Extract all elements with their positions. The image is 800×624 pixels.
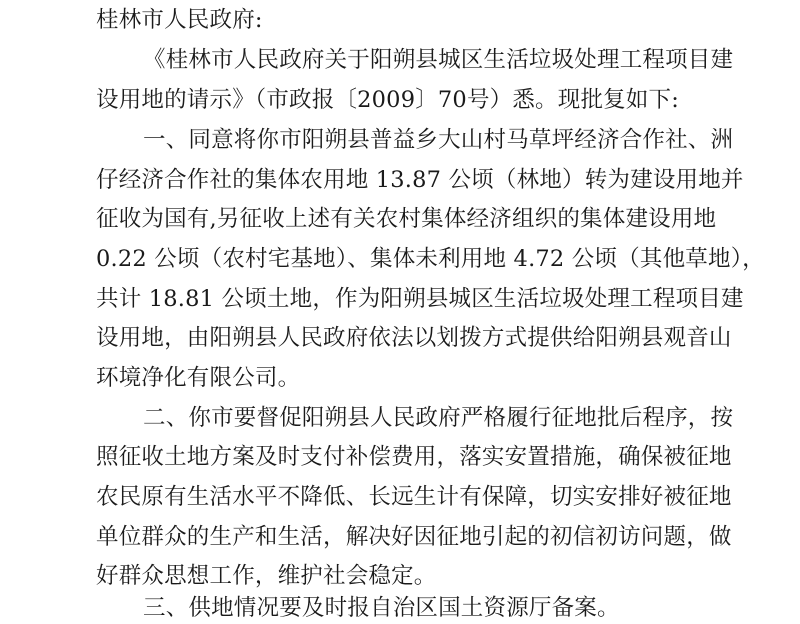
body-line-7: 共计 18.81 公顷土地，作为阳朔县城区生活垃圾处理工程项目建 [96,286,744,312]
body-line-5: 征收为国有,另征收上述有关农村集体经济组织的集体建设用地 [96,206,717,232]
body-line-8: 设用地，由阳朔县人民政府依法以划拨方式提供给阳朔县观音山 [96,325,732,351]
body-line-14: 好群众思想工作，维护社会稳定。 [96,563,437,589]
body-line-1: 《桂林市人民政府关于阳朔县城区生活垃圾处理工程项目建 [143,47,734,73]
body-line-11: 照征收土地方案及时支付补偿费用，落实安置措施，确保被征地 [96,444,732,470]
body-line-9: 环境净化有限公司。 [96,365,301,391]
body-line-3: 一、同意将你市阳朔县普益乡大山村马草坪经济合作社、洲 [143,127,734,153]
body-line-15: 三、供地情况要及时报自治区国土资源厅备案。 [143,595,620,621]
body-line-6: 0.22 公顷（农村宅基地）、集体未利用地 4.72 公顷（其他草地）， [96,246,765,272]
salutation: 桂林市人民政府: [96,7,263,33]
body-line-10: 二、你市要督促阳朔县人民政府严格履行征地批后程序，按 [143,405,734,431]
body-line-2: 设用地的请示》（市政报〔2009〕70号）悉。现批复如下: [96,87,680,113]
body-line-4: 仔经济合作社的集体农用地 13.87 公顷（林地）转为建设用地并 [96,167,744,193]
body-line-13: 单位群众的生产和生活，解决好因征地引起的初信初访问题，做 [96,524,732,550]
body-line-12: 农民原有生活水平不降低、长远生计有保障，切实安排好被征地 [96,484,732,510]
